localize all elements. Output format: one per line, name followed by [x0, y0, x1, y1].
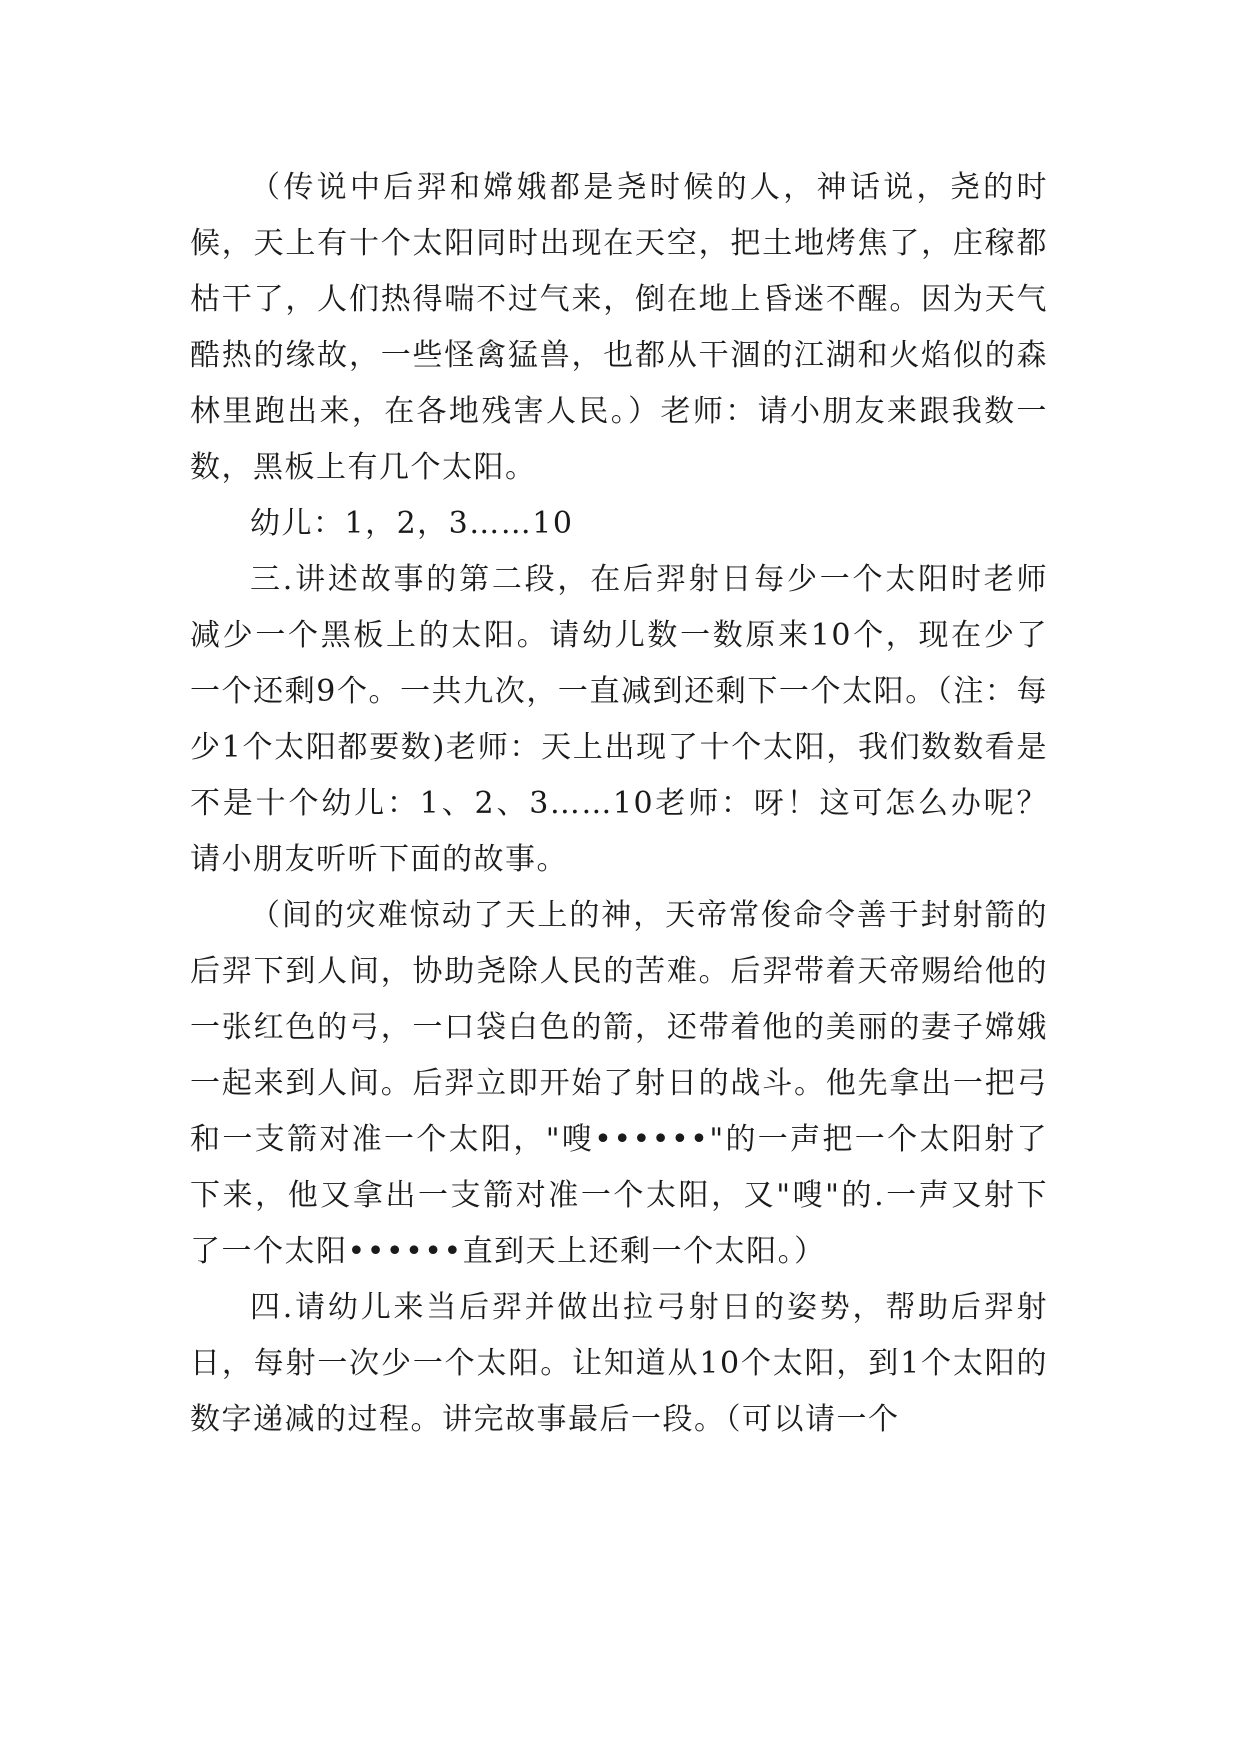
paragraph-step-three: 三.讲述故事的第二段，在后羿射日每少一个太阳时老师减少一个黑板上的太阳。请幼儿数一数原来10个，现在少了一个还剩9个。一共九次，一直减到还剩下一个太阳。（注：每少1个太阳都要数)老师：天上出现了十个太阳，我们数数看是不是十个幼儿：1、2、3……10老师：呀！这可怎么办呢？请小朋友听听下面的故事。	[190, 562, 1048, 877]
paragraph-children-count: 幼儿：1，2，3……10	[250, 506, 574, 541]
document-page	[190, 160, 1048, 1448]
paragraph-story-part-two: （间的灾难惊动了天上的神，天帝常俊命令善于封射箭的后羿下到人间，协助尧除人民的苦难。后羿带着天帝赐给他的一张红色的弓，一口袋白色的箭，还带着他的美丽的妻子嫦娥一起来到人间。后羿立即开始了射日的战斗。他先拿出一把弓和一支箭对准一个太阳，"嗖••••••"的一声把一个太阳射了下来，他又拿出一支箭对准一个太阳，又"嗖"的.一声又射下了一个太阳••••••直到天上还剩一个太阳。）	[190, 898, 1048, 1269]
paragraph-step-four: 四.请幼儿来当后羿并做出拉弓射日的姿势，帮助后羿射日，每射一次少一个太阳。让知道从10个太阳，到1个太阳的数字递减的过程。讲完故事最后一段。（可以请一个	[190, 1290, 1048, 1437]
paragraph-legend-intro: （传说中后羿和嫦娥都是尧时候的人，神话说，尧的时候，天上有十个太阳同时出现在天空，把土地烤焦了，庄稼都枯干了，人们热得喘不过气来，倒在地上昏迷不醒。因为天气酷热的缘故，一些怪禽猛兽，也都从干涸的江湖和火焰似的森林里跑出来，在各地残害人民。）老师：请小朋友来跟我数一数，黑板上有几个太阳。	[190, 170, 1048, 485]
